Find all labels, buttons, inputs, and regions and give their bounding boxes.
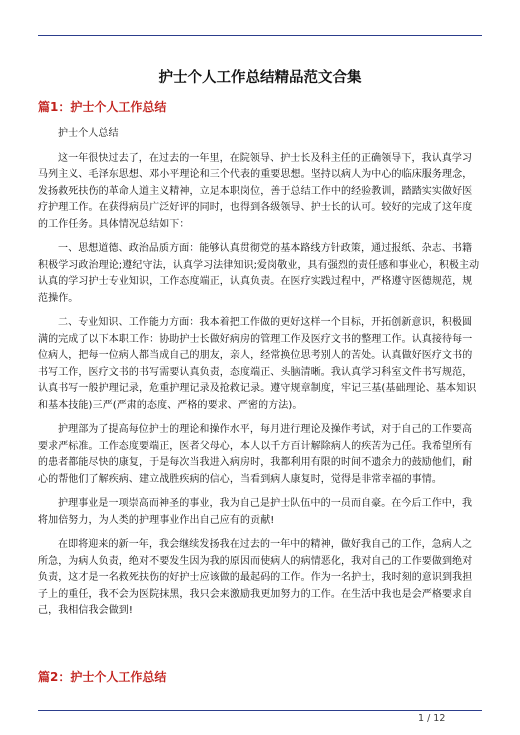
header-rule <box>38 35 482 36</box>
subtitle: 护士个人总结 <box>58 128 119 139</box>
paragraph-5: 护理事业是一项崇高而神圣的事业，我为自己是护士队伍中的一员而自豪。在今后工作中，我将加倍努力，为人类的护理事业作出自己应有的贡献! <box>38 498 473 526</box>
paragraph-6: 在即将迎来的新一年，我会继续发扬我在过去的一年中的精神，做好我自己的工作，急病人之所急，为病人负责，绝对不要发生因为我的原因而使病人的病情恶化，我对自己的工作要做到绝对负责，这才是一名救死扶伤的好护士应该做的最起码的工作。作为一名护士，我时刻的意识到我担子上的重任，我不会为医院抹黑，我只会来激励我更加努力的工作。在生活中我也是会严格要求自己，我相信我会做到! <box>38 539 473 616</box>
footer-rule <box>38 710 482 711</box>
paragraph-4: 护理部为了提高每位护士的理论和操作水平，每月进行理论及操作考试，对于自己的工作要高要求严标准。工作态度要端正，医者父母心，本人以千方百计解除病人的疾苦为己任。我希望所有的患者都能尽快的康复，于是每次当我进入病房时，我都利用有限的时间不遗余力的鼓励他们，耐心的帮他们了解疾病、建立战胜疾病的信心，当看到病人康复时，觉得是非常幸福的事情。 <box>38 424 473 485</box>
section-heading-2: 篇2：护士个人工作总结 <box>38 670 167 684</box>
section-1-body <box>38 126 482 620</box>
paragraph-2: 一、思想道德、政治品质方面：能够认真贯彻党的基本路线方针政策，通过报纸、杂志、书籍积极学习政治理论;遵纪守法，认真学习法律知识;爱岗敬业，具有强烈的责任感和事业心，积极主动认真的学习护士专业知识，工作态度端正，认真负责。在医疗实践过程中，严格遵守医德规范，规范操作。 <box>38 243 480 304</box>
paragraph-3: 二、专业知识、工作能力方面：我本着把工作做的更好这样一个目标，开拓创新意识，积极圆满的完成了以下本职工作：协助护士长做好病房的管理工作及医疗文书的整理工作。认真接待每一位病人，把每一位病人都当成自己的朋友，亲人，经常换位思考别人的苦处。认真做好医疗文书的书写工作，医疗文书的书写需要认真负责，态度端正、头脑清晰。我认真学习科室文件书写规范，认真书写一般护理记录，危重护理记录及抢救记录。遵守规章制度，牢记三基(基础理论、基本知识和基本技能)三严(严肃的态度、严格的要求、严密的方法)。 <box>38 317 477 411</box>
page-indicator: 1 / 12 <box>418 713 446 724</box>
document-title: 护士个人工作总结精品范文合集 <box>158 70 362 86</box>
paragraph-1: 这一年很快过去了，在过去的一年里，在院领导、护士长及科主任的正确领导下，我认真学习马列主义、毛泽东思想、邓小平理论和三个代表的重要思想。坚持以病人为中心的临床服务理念，发扬救死扶伤的革命人道主义精神，立足本职岗位，善于总结工作中的经验教训，踏踏实实做好医疗护理工作。在获得病员广泛好评的同时，也得到各级领导、护士长的认可。较好的完成了这年度的工作任务。具体情况总结如下： <box>38 152 473 230</box>
section-heading-1: 篇1：护士个人工作总结 <box>38 100 167 114</box>
